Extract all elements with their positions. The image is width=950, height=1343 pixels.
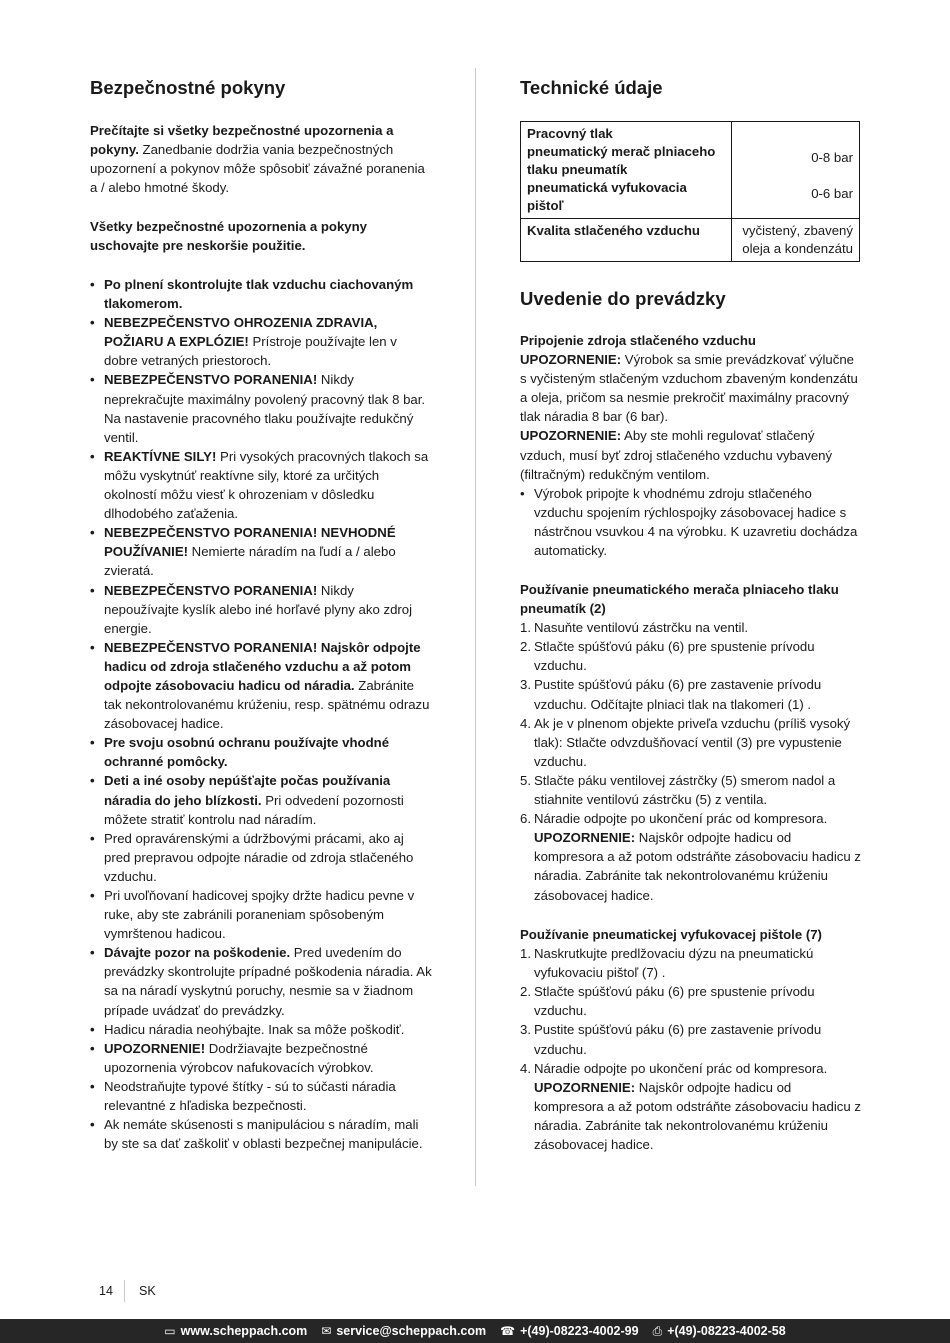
list-item: • Pred opravárenskými a údržbovými prácami, ako aj pred prepravou odpojte náradie od zdroja stlačeného vzduchu. (90, 829, 432, 886)
list-item: • NEBEZPEČENSTVO PORANENIA! Nikdy nepoužívajte kyslík alebo iné horľavé plyny ako zdroj energie. (90, 581, 432, 638)
list-item: • Neodstraňujte typové štítky - sú to súčasti náradia relevantné z hľadiska bezpečnosti. (90, 1077, 432, 1115)
list-item: 3. Pustite spúšťovú páku (6) pre zastavenie prívodu vzduchu. Odčítajte plniaci tlak na tlakomeri (1) . (520, 677, 822, 712)
safety-bullet-list (90, 275, 432, 1153)
list-item: 1. Naskrutkujte predlžovaciu dýzu na pneumatickú vyfukovaciu pištoľ (7) . (520, 946, 814, 981)
gauge-section (520, 580, 862, 905)
gauge-steps (520, 618, 862, 904)
table-cell: vyčistený, zbavený oleja a kondenzátu (732, 219, 860, 262)
connect-section (520, 331, 862, 560)
gun-section (520, 925, 862, 1154)
list-item: • Ak nemáte skúsenosti s manipuláciou s náradím, mali by ste sa dať zaškoliť v oblasti bezpečnej manipulácie. (90, 1115, 432, 1153)
list-item: • Výrobok pripojte k vhodnému zdroju stlačeného vzduchu spojením rýchlospojky zásobovacej hadice s nástrčnou vsuvkou 4 na výrobku. K uzavretiu dochádza automaticky. (520, 484, 862, 560)
list-item: • NEBEZPEČENSTVO PORANENIA! Najskôr odpojte hadicu od zdroja stlačeného vzduchu a až potom odpojte zásobovaciu hadicu od náradia. Zabránite tak nekontrolovanému krúženiu, resp. spätnému odrazu zásobovacej hadice. (90, 638, 432, 733)
safety-title: Bezpečnostné pokyny (90, 77, 286, 98)
startup-title: Uvedenie do prevádzky (520, 288, 726, 309)
list-item: • UPOZORNENIE! Dodržiavajte bezpečnostné upozornenia výrobcov nafukovacích výrobkov. (90, 1039, 432, 1077)
gauge-warning: UPOZORNENIE: Najskôr odpojte hadicu od kompresora a až potom odstráňte zásobovaciu hadicu z náradia. Zabránite tak nekontrolovanému krúženiu zásobovacej hadice. (534, 830, 861, 903)
gun-heading: Používanie pneumatickej vyfukovacej pištole (7) (520, 927, 822, 942)
list-item: 5. Stlačte páku ventilovej zástrčky (5) smerom nadol a stiahnite ventilovú zástrčku (5) z ventila. (520, 772, 836, 808)
list-item: 2. Stlačte spúšťovú páku (6) pre spustenie prívodu vzduchu. (520, 984, 815, 1019)
footer-email[interactable]: ✉ service@scheppach.com (321, 1324, 487, 1338)
list-item: • Pri uvoľňovaní hadicovej spojky držte hadicu pevne v ruke, aby ste zabránili poraneniam spôsobeným vymrštenou hadicou. (90, 886, 432, 943)
gun-steps (520, 944, 862, 1154)
computer-icon: ▭ (164, 1324, 176, 1338)
tech-title: Technické údaje (520, 77, 663, 98)
list-item: 4. Ak je v plnenom objekte priveľa vzduchu (príliš vysoký tlak): Stlačte odvzdušňovací ventil (3) pre vypustenie vzduchu. (520, 715, 851, 769)
footer-fax[interactable]: ⎙ +(49)-08223-4002-58 (652, 1323, 786, 1338)
list-item: • NEBEZPEČENSTVO PORANENIA! NEVHODNÉ POUŽÍVANIE! Nemierte náradím na ľudí a / alebo zvieratá. (90, 523, 432, 580)
connect-heading: Pripojenie zdroja stlačeného vzduchu (520, 333, 756, 348)
list-item: • Po plnení skontrolujte tlak vzduchu ciachovaným tlakomerom. (90, 275, 432, 313)
list-item: • Deti a iné osoby nepúšťajte počas používania náradia do jeho blízkosti. Pri odvedení pozornosti môžete stratiť kontrolu nad náradím. (90, 771, 432, 828)
phone-icon: ☎ (500, 1324, 516, 1338)
table-cell: 0-8 bar 0-6 bar (732, 122, 860, 219)
gauge-heading: Používanie pneumatického merača plniaceho tlaku pneumatík (2) (520, 582, 839, 617)
gun-warning: UPOZORNENIE: Najskôr odpojte hadicu od kompresora a až potom odstráňte zásobovaciu hadicu z náradia. Zabránite tak nekontrolovanému krúženiu zásobovacej hadice. (534, 1079, 861, 1153)
list-item: 3. Pustite spúšťovú páku (6) pre zastavenie prívodu vzduchu. (520, 1022, 822, 1057)
list-item: 2. Stlačte spúšťovú páku (6) pre spustenie prívodu vzduchu. (520, 639, 815, 674)
connect-bullet-list (520, 484, 862, 560)
list-item: 6. Náradie odpojte po ukončení prác od kompresora. UPOZORNENIE: Najskôr odpojte hadicu od kompresora a až potom odstráňte zásobovaciu hadicu z náradia. Zabránite tak nekontrolovanému krúženiu zásobovacej hadice. (520, 809, 862, 904)
safety-intro-1: Prečítajte si všetky bezpečnostné upozornenia a pokyny. Zanedbanie dodržia vania bezpečnostných upozornení a pokynov môže spôsobiť závažné poranenia a / alebo hmotné škody. (90, 123, 425, 196)
table-cell: Kvalita stlačeného vzduchu (521, 219, 732, 262)
footer-bar (0, 1319, 950, 1343)
connect-warning-2: UPOZORNENIE: Aby ste mohli regulovať stlačený vzduch, musí byť zdroj stlačeného vzduchu vybavený (filtračným) redukčným ventilom. (520, 428, 833, 482)
connect-warning-1: UPOZORNENIE: Výrobok sa smie prevádzkovať výlučne s vyčisteným stlačeným vzduchom zbaveným kondenzátu a oleja, pričom sa nesmie prekročiť maximálny pracovný tlak náradia 8 bar (6 bar). (520, 352, 858, 425)
list-item: • NEBEZPEČENSTVO PORANENIA! Nikdy neprekračujte maximálny povolený pracovný tlak 8 bar. Na nastavenie pracovného tlaku používajte redukčný ventil. (90, 370, 432, 446)
list-item: • REAKTÍVNE SILY! Pri vysokých pracovných tlakoch sa môžu vyskytnúť reaktívne sily, ktoré za určitých okolností môžu viesť k ohrozeniam v dôsledku dlhodobého zaťaženia. (90, 447, 432, 523)
list-item: • Pre svoju osobnú ochranu používajte vhodné ochranné pomôcky. (90, 733, 432, 771)
table-row (521, 219, 860, 262)
table-row (521, 122, 860, 219)
list-item: 4. Náradie odpojte po ukončení prác od kompresora. UPOZORNENIE: Najskôr odpojte hadicu od kompresora a až potom odstráňte zásobovaciu hadicu z náradia. Zabránite tak nekontrolovanému krúženiu zásobovacej hadice. (520, 1059, 862, 1154)
fax-icon: ⎙ (652, 1323, 663, 1338)
column-divider (475, 68, 476, 1186)
list-item: • NEBEZPEČENSTVO OHROZENIA ZDRAVIA, POŽIARU A EXPLÓZIE! Prístroje používajte len v dobre vetraných priestoroch. (90, 313, 432, 370)
page-language: SK (139, 1284, 156, 1298)
mail-icon: ✉ (321, 1324, 332, 1338)
list-item: • Dávajte pozor na poškodenie. Pred uvedením do prevádzky skontrolujte prípadné poškodenia náradia. Ak sa na náradí vyskytnú poruchy, nesmie sa v žiadnom prípade uvádzať do prevádzky. (90, 943, 432, 1019)
page-number-divider (124, 1280, 125, 1302)
page-number: 14 (99, 1284, 113, 1298)
list-item: • Hadicu náradia neohýbajte. Inak sa môže poškodiť. (90, 1020, 432, 1039)
footer-phone[interactable]: ☎ +(49)-08223-4002-99 (500, 1324, 639, 1338)
footer-web[interactable]: ▭ www.scheppach.com (164, 1324, 308, 1338)
tech-table (520, 121, 860, 262)
table-cell: Pracovný tlak pneumatický merač plniaceho tlaku pneumatík pneumatická vyfukovacia pištoľ (521, 122, 732, 219)
list-item: 1. Nasuňte ventilovú zástrčku na ventil. (520, 620, 749, 636)
safety-intro-2: Všetky bezpečnostné upozornenia a pokyny uschovajte pre neskoršie použitie. (90, 219, 368, 254)
tech-table-wrap (520, 121, 862, 262)
